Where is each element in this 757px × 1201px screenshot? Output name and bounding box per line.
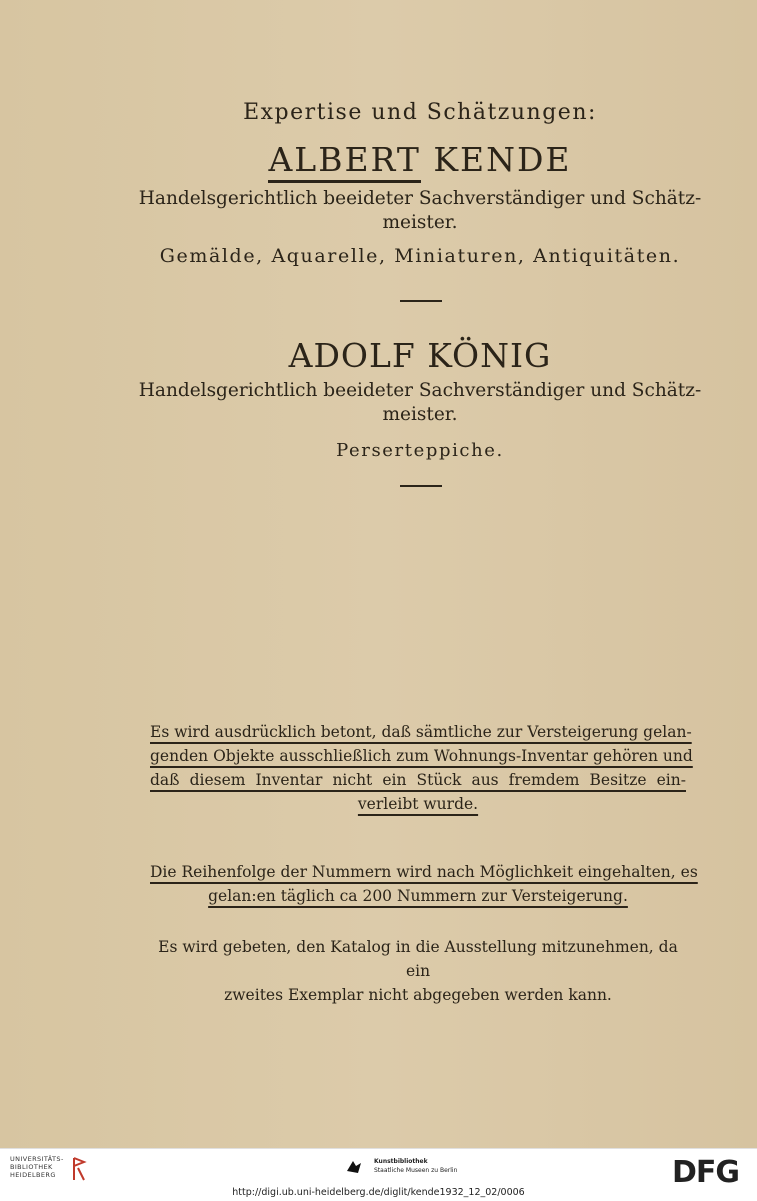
kunstbibliothek-label[interactable] [374,1157,457,1175]
albert-first-name: ALBERT [268,140,420,183]
adolf-description-line: Handelsgerichtlich beeideter Sachverständiger und Schätz- [138,380,702,401]
albert-kende-name [130,140,710,179]
section-divider [400,300,442,302]
notice-inventory [150,720,693,816]
albert-description-line: Handelsgerichtlich beeideter Sachverständiger und Schätz- [138,188,702,209]
notice-line: genden Objekte ausschließlich zum Wohnungs-Inventar gehören und [150,747,693,765]
page-url[interactable]: http://digi.ub.uni-heidelberg.de/diglit/kende1932_12_02/0006 [232,1187,525,1198]
section-divider [400,485,442,487]
notice-line: Es wird gebeten, den Katalog in die Ausstellung mitzunehmen, da ein [158,938,678,980]
kunstbibliothek-logo-icon [345,1157,363,1175]
albert-specialty: Gemälde, Aquarelle, Miniaturen, Antiquitäten. [159,245,681,267]
albert-description [130,187,710,235]
adolf-description-line: meister. [382,404,458,425]
heidelberg-seal-icon [68,1156,88,1182]
adolf-specialty: Perserteppiche. [336,440,504,461]
notice-line: daß diesem Inventar nicht ein Stück aus fremdem Besitze ein- [150,771,686,789]
kb-title: Kunstbibliothek [374,1158,428,1165]
notice-line: Es wird ausdrücklich betont, daß sämtliche zur Versteigerung gelan- [150,723,692,741]
logo-text: BIBLIOTHEK [10,1163,53,1171]
logo-text: UNIVERSITÄTS- [10,1155,64,1163]
adolf-koenig-name: ADOLF KÖNIG [288,336,552,375]
heidelberg-library-logo[interactable] [10,1155,64,1179]
notice-line: zweites Exemplar nicht abgegeben werden kann. [224,986,612,1004]
notice-line-text: gelan:en täglich ca 200 Nummern zur Versteigerung. [208,887,628,905]
notice-order [150,860,698,908]
kb-subtitle: Staatliche Museen zu Berlin [374,1167,458,1174]
albert-description-line: meister. [382,212,458,233]
notice-line: Die Reihenfolge der Nummern wird nach Möglichkeit eingehalten, es [150,863,698,881]
albert-last-name: KENDE [433,140,572,179]
logo-text: HEIDELBERG [10,1171,56,1179]
expertise-heading: Expertise und Schätzungen: [243,100,597,125]
notice-line [150,792,686,816]
notice-catalog [150,935,686,1007]
adolf-description [130,379,710,427]
notice-line [150,884,686,908]
notice-line-text: verleibt wurde. [357,795,479,813]
dfg-logo[interactable]: DFG [672,1155,740,1190]
